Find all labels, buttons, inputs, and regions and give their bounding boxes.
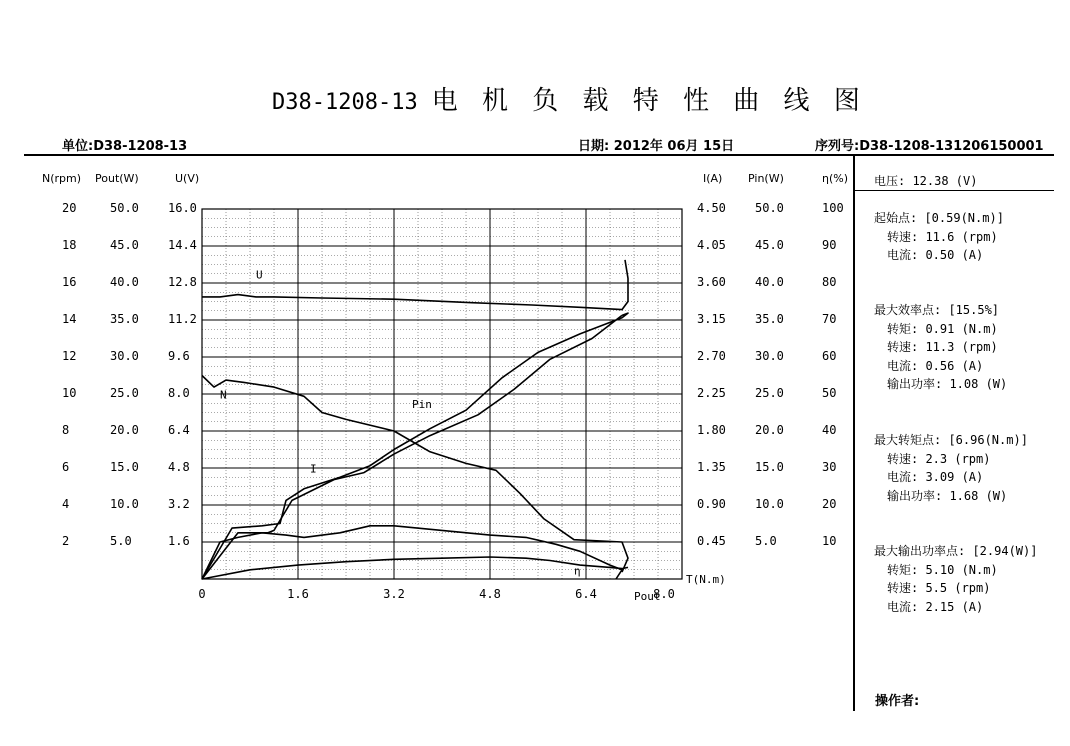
tick-label-nrpm: 2 [62,534,70,548]
x-tick-label: 6.4 [575,587,597,601]
tick-label-: 100 [822,201,844,215]
tick-label-: 80 [822,275,837,289]
tick-label-: 50 [822,386,837,400]
operator-label: 操作者: [875,694,920,709]
tick-label-pinw: 30.0 [755,349,784,363]
x-tick-label: 0 [198,587,206,601]
series-label-i: I [310,462,317,476]
tick-label-: 40 [822,423,837,437]
tick-label-poutw: 50.0 [110,201,139,215]
unit-label: 单位:D38-1208-13 [62,139,188,154]
axis-label-u: U(V) [175,172,200,185]
tick-label-: 70 [822,312,837,326]
tick-label-nrpm: 14 [62,312,77,326]
tick-label-poutw: 40.0 [110,275,139,289]
tick-label-uv: 14.4 [168,238,197,252]
series-label-pout: Pout [634,589,661,603]
x-tick-label: 3.2 [383,587,405,601]
tick-label-: 90 [822,238,837,252]
title-model: D38-1208-13 [272,90,418,115]
tick-label-poutw: 30.0 [110,349,139,363]
tick-label-ia: 0.90 [697,497,726,511]
tick-label-ia: 1.35 [697,460,726,474]
series-label-eta: η [574,564,581,578]
tick-label-ia: 4.05 [697,238,726,252]
max-efficiency-current: 电流: 0.56 (A) [887,358,984,373]
max-torque-title: 最大转矩点: [6.96(N.m)] [874,433,1028,447]
tick-label-uv: 8.0 [168,386,190,400]
tick-label-poutw: 15.0 [110,460,139,474]
tick-label-pinw: 40.0 [755,275,784,289]
max-torque-group [874,431,1028,505]
axis-label-pout: Pout(W) [95,172,139,185]
tick-label-uv: 3.2 [168,497,190,511]
tick-label-uv: 11.2 [168,312,197,326]
voltage-readout: 电压: 12.38 (V) [874,174,978,188]
tick-label-pinw: 25.0 [755,386,784,400]
max-output-title: 最大输出功率点: [2.94(W)] [874,544,1038,558]
tick-label-ia: 4.50 [697,201,726,215]
tick-label-pinw: 10.0 [755,497,784,511]
start-point-group [874,209,1004,265]
tick-label-nrpm: 6 [62,460,70,474]
tick-label-pinw: 15.0 [755,460,784,474]
tick-label-pinw: 35.0 [755,312,784,326]
tick-label-uv: 12.8 [168,275,197,289]
axis-label-n: N(rpm) [42,172,82,185]
axis-label-eta: η(%) [822,172,849,185]
tick-label-: 30 [822,460,837,474]
series-line-u [202,260,628,310]
tick-label-uv: 6.4 [168,423,190,437]
max-efficiency-title: 最大效率点: [15.5%] [874,303,1000,317]
x-tick-label: 1.6 [287,587,309,601]
max-torque-output: 输出功率: 1.68 (W) [887,488,1008,503]
tick-label-ia: 2.70 [697,349,726,363]
max-output-torque: 转矩: 5.10 (N.m) [887,562,998,577]
series-label-u: U [256,268,263,282]
tick-label-poutw: 35.0 [110,312,139,326]
max-torque-speed: 转速: 2.3 (rpm) [887,451,991,466]
tick-label-pinw: 45.0 [755,238,784,252]
tick-label-poutw: 10.0 [110,497,139,511]
max-output-speed: 转速: 5.5 (rpm) [887,581,991,595]
date-label: 日期: 2012年 06月 15日 [578,139,735,154]
serial-label: 序列号:D38-1208-131206150001 [815,139,1044,154]
start-point-title: 起始点: [0.59(N.m)] [874,211,1004,225]
tick-label-: 60 [822,349,837,363]
series-label-pin: Pin [412,397,432,411]
tick-label-uv: 16.0 [168,201,197,215]
start-point-current: 电流: 0.50 (A) [887,248,984,262]
axis-label-pin: Pin(W) [748,172,784,185]
series-line-eta [202,526,622,579]
tick-label-nrpm: 10 [62,386,77,400]
max-efficiency-speed: 转速: 11.3 (rpm) [887,340,998,354]
max-torque-current: 电流: 3.09 (A) [887,470,984,484]
tick-label-nrpm: 20 [62,201,77,215]
series-label-n: N [220,388,227,402]
tick-label-nrpm: 16 [62,275,77,289]
tick-label-: 20 [822,497,837,511]
max-output-current: 电流: 2.15 (A) [887,599,984,614]
tick-label-nrpm: 4 [62,497,70,511]
tick-label-pinw: 20.0 [755,423,784,437]
tick-label-ia: 1.80 [697,423,726,437]
tick-label-pinw: 5.0 [755,534,777,548]
tick-label-uv: 9.6 [168,349,190,363]
x-tick-label: 8.0 [653,587,675,601]
start-point-speed: 转速: 11.6 (rpm) [887,229,998,244]
tick-label-ia: 0.45 [697,534,726,548]
tick-label-pinw: 50.0 [755,201,784,215]
tick-label-poutw: 25.0 [110,386,139,400]
title-heading: 电 机 负 载 特 性 曲 线 图 [431,86,868,116]
tick-label-ia: 3.60 [697,275,726,289]
tick-label-ia: 2.25 [697,386,726,400]
panel-rule [855,190,1054,191]
x-axis-label: T(N.m) [686,573,726,586]
tick-label-poutw: 5.0 [110,534,132,548]
tick-label-uv: 4.8 [168,460,190,474]
tick-label-: 10 [822,534,837,548]
tick-label-uv: 1.6 [168,534,190,548]
series-line-i [202,315,622,579]
max-efficiency-torque: 转矩: 0.91 (N.m) [887,321,998,336]
tick-label-nrpm: 12 [62,349,77,363]
tick-label-nrpm: 8 [62,423,70,437]
tick-label-nrpm: 18 [62,238,77,252]
tick-label-poutw: 20.0 [110,423,139,437]
tick-label-ia: 3.15 [697,312,726,326]
axis-label-i: I(A) [703,172,723,185]
tick-label-poutw: 45.0 [110,238,139,252]
max-efficiency-output: 输出功率: 1.08 (W) [887,377,1008,391]
x-tick-label: 4.8 [479,587,501,601]
max-efficiency-group [874,301,1007,394]
max-output-group [874,542,1037,616]
